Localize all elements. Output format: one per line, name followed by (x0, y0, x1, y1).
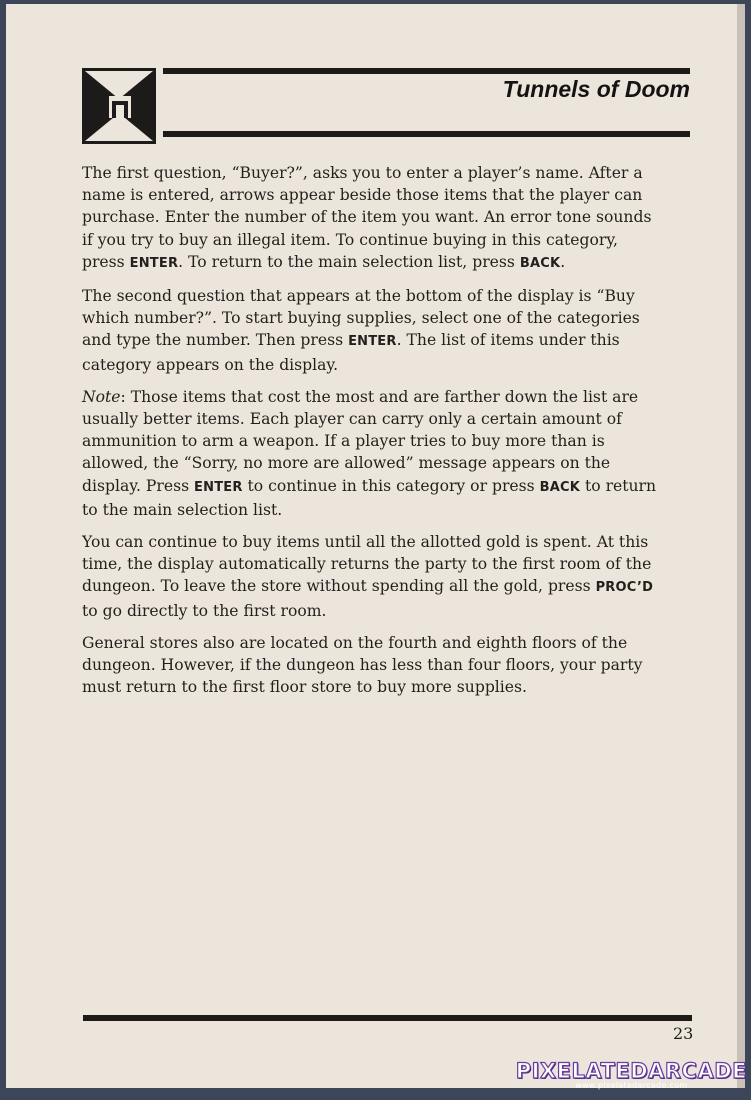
watermark-name: PIXELATEDARCADE (515, 1059, 747, 1083)
page-number: 23 (673, 1024, 694, 1043)
footer-rule (83, 1015, 692, 1021)
body-text (82, 162, 658, 708)
paragraph-1: The first question, “Buyer?”, asks you to enter a player’s name. After a name is entered, arrows appear beside those items that the player can purchase. Enter the number of the item you want. An error tone sounds if you try to buy an illegal item. To continue buying in this category, press ENTER. To return to the main selection list, press BACK. (82, 164, 652, 271)
key-procd: PROC’D (595, 580, 654, 596)
watermark (516, 1059, 747, 1090)
page-edge (737, 4, 745, 1088)
key-enter: ENTER (348, 334, 397, 350)
header-rule-bottom (163, 131, 690, 137)
page-title: Tunnels of Doom (502, 76, 690, 102)
paragraph-4: You can continue to buy items until all the allotted gold is spent. At this time, the display automatically returns the party to the first room of the dungeon. To leave the store without spending all the gold, press PROC’D to go directly to the first room. (82, 533, 654, 620)
paragraph-2: The second question that appears at the bottom of the display is “Buy which number?”. To start buying supplies, select one of the categories and type the number. Then press ENTER. The list of items under this category appears on the display. (82, 287, 640, 374)
key-back: BACK (519, 255, 561, 271)
key-back: BACK (539, 479, 580, 495)
watermark-url: www.pixelatedarcade.com (575, 1081, 688, 1090)
tunnels-of-doom-logo-icon (81, 67, 157, 145)
paragraph-5: General stores also are located on the fourth and eighth floors of the dungeon. However, if the dungeon has less than four floors, your party must return to the first floor store to buy more supplies. (82, 633, 643, 697)
paragraph-3: Note: Those items that cost the most and are farther down the list are usually better items. Each player can carry only a certain amount of ammunition to arm a weapon. If a player tries to buy more than is allowed, the “Sorry, no more are allowed” message appears on the display. Press ENTER to continue in this category or press BACK to return to the main selection list. (82, 387, 657, 519)
header-rule-top (163, 68, 690, 74)
note-label: Note (82, 387, 121, 406)
key-enter: ENTER (194, 479, 243, 495)
key-enter: ENTER (129, 255, 179, 271)
